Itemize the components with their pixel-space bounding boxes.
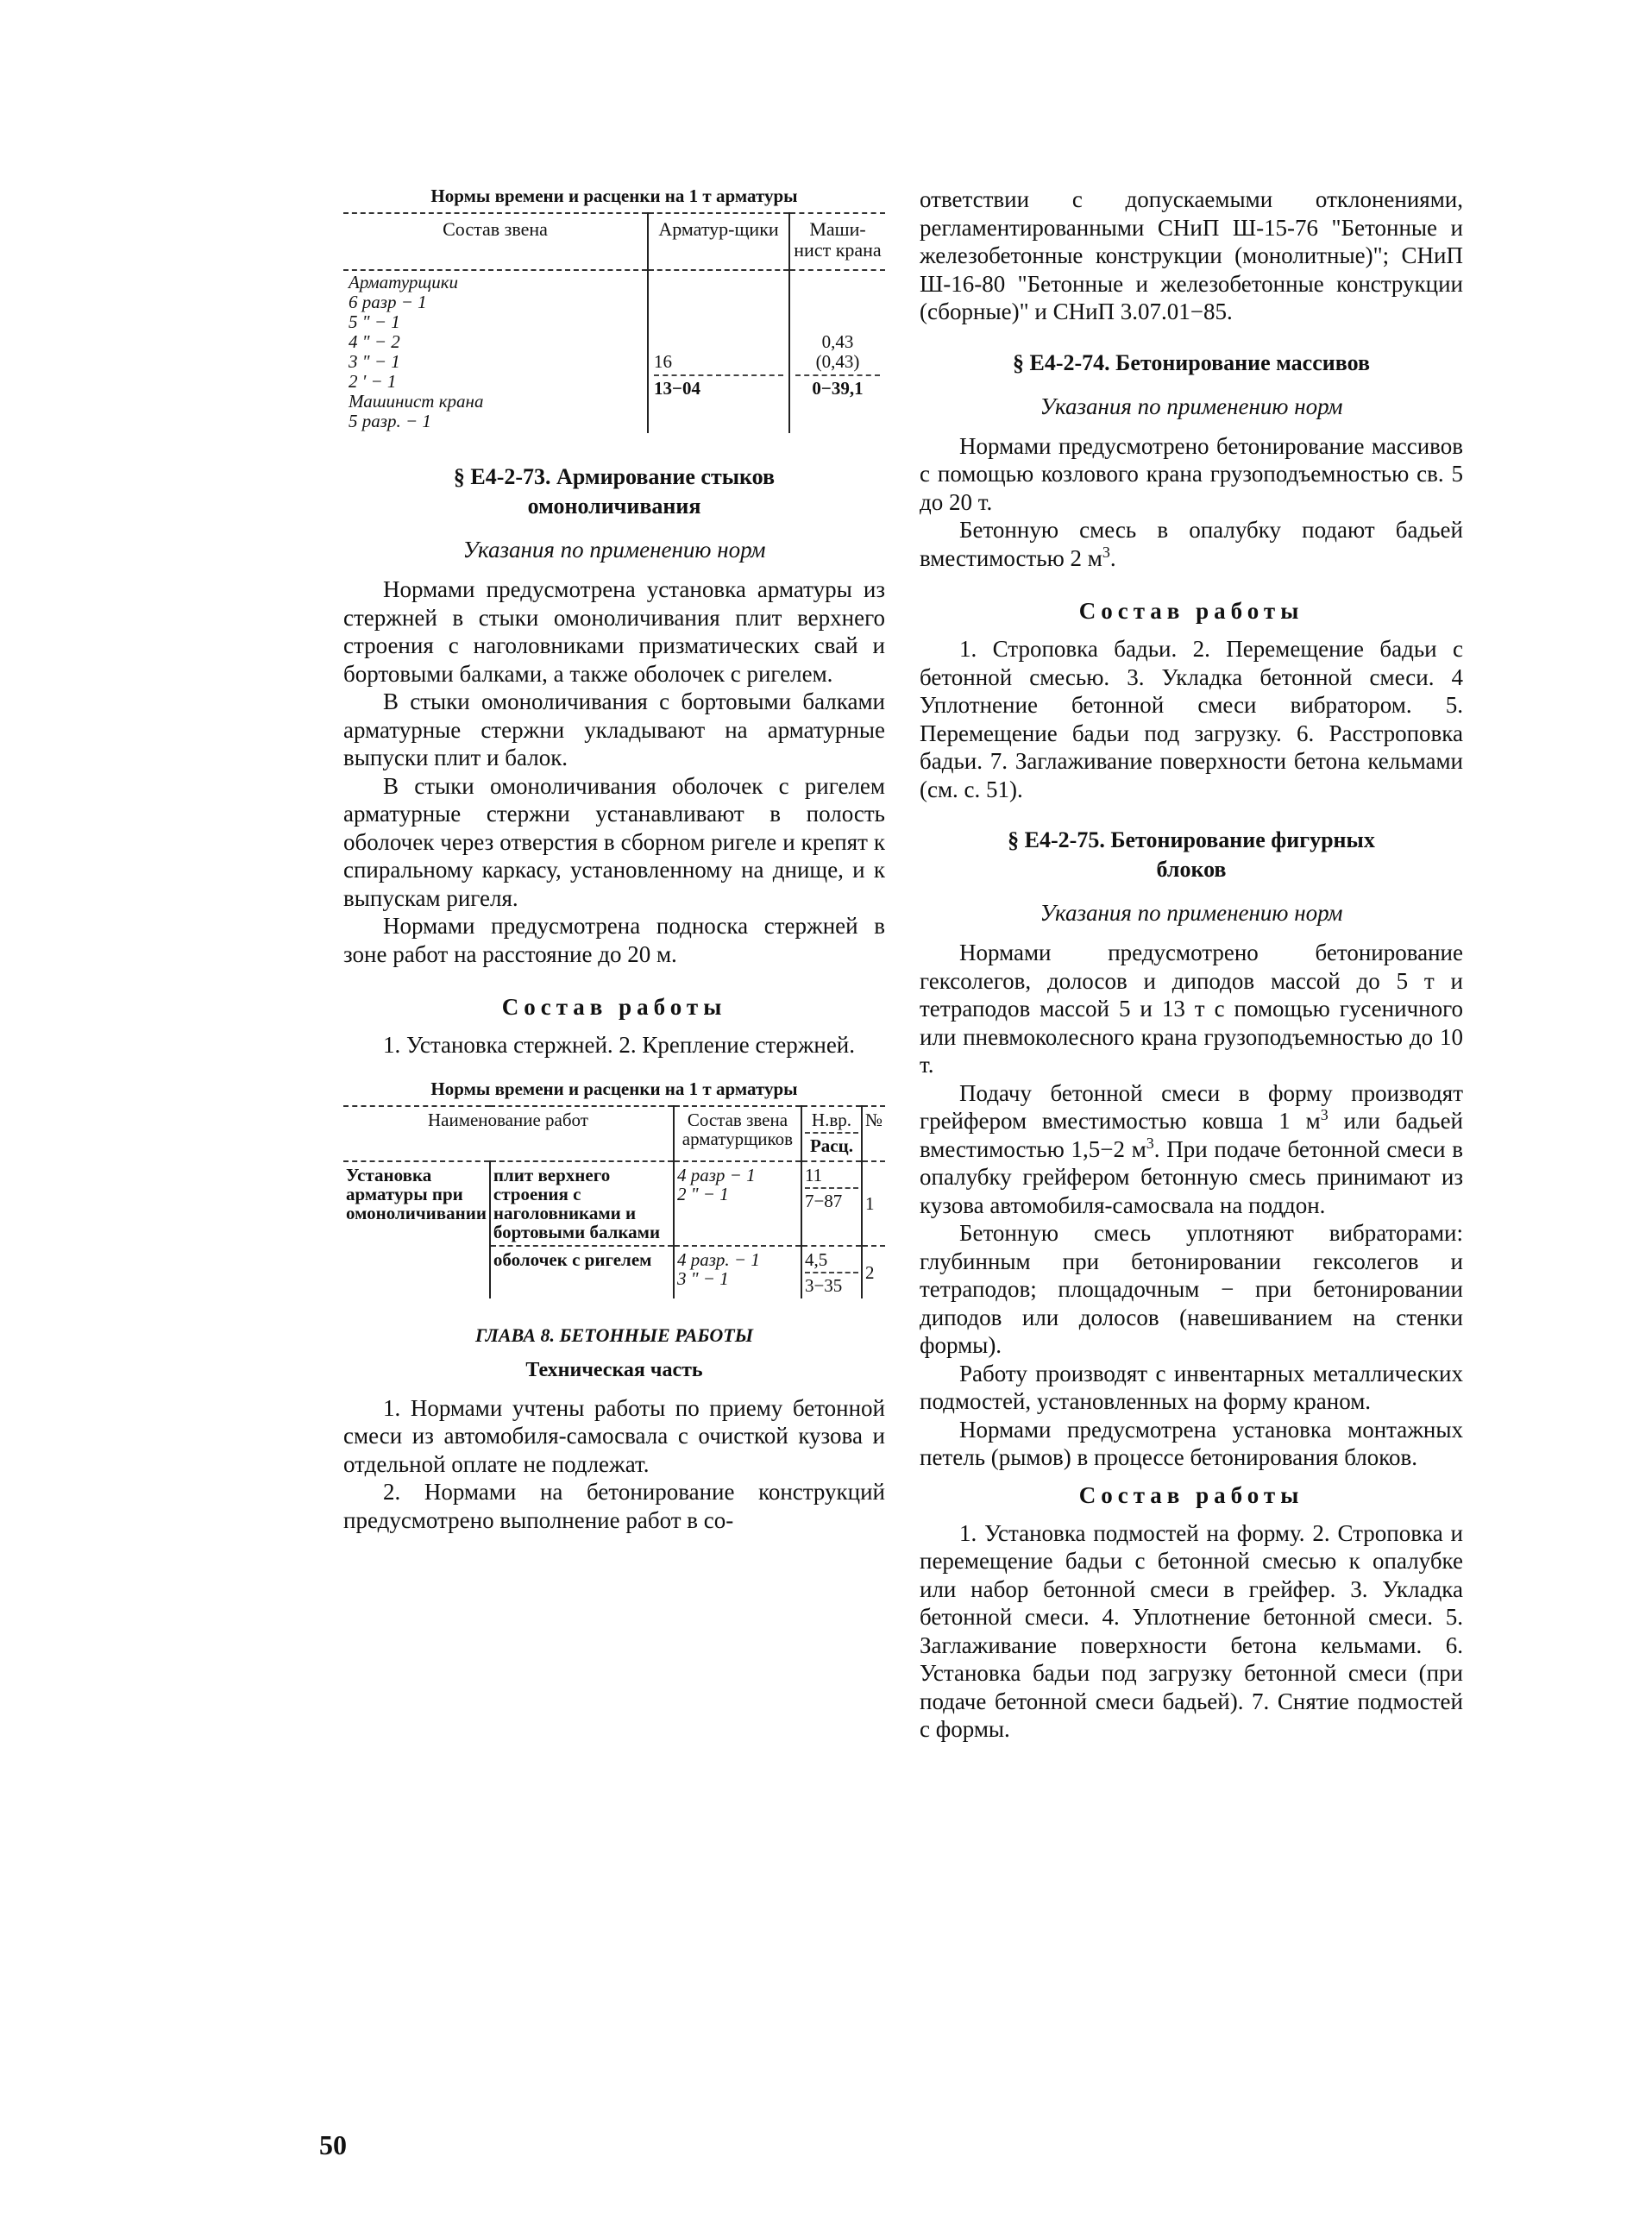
section-73-paragraph: В стыки омоноличивания оболочек с ригелем арматурные стержни устанавливают в полость оболочек через отверстия в сборном ригеле и крепят к спиральному каркасу, установленному на днище, и к выпускам ригеля.: [343, 772, 885, 911]
superscript: 3: [1146, 1134, 1154, 1152]
section-73-paragraph: В стыки омоноличивания с бортовыми балками арматурные стержни укладывают на арматурные выпуски плит и балок.: [343, 688, 885, 770]
section-74-p2-text: Бетонную смесь в опалубку подают бадьей вместимостью 2 м: [920, 517, 1463, 571]
t1-crew-line: 2 ' − 1: [349, 371, 397, 392]
section-74-title: § Е4-2-74. Бетонирование массивов: [1013, 349, 1370, 375]
t1-crew-line: 5 разр. − 1: [349, 411, 431, 431]
t2-row1-norm: 11: [804, 1164, 823, 1185]
technical-part-title: Техническая часть: [525, 1358, 703, 1381]
t1-crane-norm: 0,43: [821, 331, 854, 352]
section-75-p2b: или бадьей вместимостью 1,5−2 м: [920, 1108, 1464, 1162]
t2-row1-crew-line: 2 " − 1: [676, 1183, 729, 1204]
t2-row1-norm-rate: [801, 1161, 862, 1246]
section-74-paragraph: Нормами предусмотрено бетонирование массивов с помощью козлового крана грузоподъемностью св. 5 до 20 т.: [920, 432, 1463, 515]
section-74-work-title: Состав работы: [1078, 598, 1304, 624]
t2-row1-crew-line: 4 разр − 1: [676, 1164, 756, 1185]
section-73-paragraph: Нормами предусмотрена подноска стержней в зоне работ на расстояние до 20 м.: [343, 913, 885, 967]
section-74-work-list: 1. Строповка бадьи. 2. Перемещение бадьи с бетонной смесью. 3. Укладка бетонной смеси. 4 Уплотнение бетонной смеси вибратором. 5. Перемещение бадьи под загрузку. 6. Расстроповка бадьи. 7. Заглаживание поверхности бетона кельмами (см. с. 51).: [920, 636, 1463, 802]
section-75-paragraph-2: [920, 1079, 1463, 1220]
section-74-subtitle: Указания по применению норм: [1040, 393, 1343, 419]
t2-header-name: Наименование работ: [343, 1106, 674, 1161]
t1-crane-norm-2: (0,43): [815, 351, 860, 372]
t2-row2-norm-rate: [801, 1246, 862, 1298]
section-73-title-line2: омоноличивания: [527, 494, 701, 519]
t2-row2-work: оболочек с ригелем: [490, 1246, 674, 1298]
t2-row1-crew: [674, 1161, 801, 1246]
t2-row1-rate: 7−87: [804, 1190, 843, 1211]
section-73-title-line1: § Е4-2-73. Армирование стыков: [453, 464, 776, 489]
t1-header-fitters: Арматур-щики: [648, 213, 789, 270]
t2-header-no: №: [862, 1106, 885, 1161]
t1-crew-line: 4 " − 2: [349, 331, 400, 352]
t2-row2-rate: 3−35: [804, 1274, 843, 1296]
section-75-title-line2: блоков: [1156, 857, 1227, 882]
section-75-work-title: Состав работы: [1078, 1481, 1304, 1508]
technical-paragraph: 1. Нормами учтены работы по приему бетонной смеси из автомобиля-самосвала с очисткой кузова и отдельной оплате не подлежат.: [343, 1394, 885, 1477]
t2-row1-work: плит верхнего строения с наголовниками и бортовыми балками: [490, 1161, 674, 1246]
section-75-paragraph: Работу производят с инвентарных металлических подмостей, установленных на форму краном.: [920, 1360, 1463, 1414]
t1-fitters-norm: 16: [654, 351, 672, 372]
norms-table-1: [343, 212, 885, 433]
section-75-subtitle: Указания по применению норм: [1040, 900, 1343, 926]
t1-crane-cell: [789, 270, 885, 433]
t1-crew-line: 6 разр − 1: [349, 292, 427, 312]
table1-caption: Нормы времени и расценки на 1 т арматуры: [430, 185, 798, 206]
section-74-paragraph-2: [920, 516, 1463, 572]
section-73-work-list: 1. Установка стержней. 2. Крепление стержней.: [383, 1032, 856, 1058]
t1-fitters-cell: [648, 270, 789, 433]
left-column: [343, 185, 885, 1534]
t2-row2-norm: 4,5: [804, 1248, 828, 1270]
t2-header-crew: Состав звена арматурщиков: [674, 1106, 801, 1161]
t1-crew-line: 3 " − 1: [349, 351, 400, 372]
section-75-p2c: . При подаче бетонной смеси в опалубку грейфером бетонную смесь принимают из кузова автомобиля-самосвала на поддон.: [920, 1135, 1463, 1218]
t1-crew-line: Арматурщики: [349, 272, 459, 292]
t1-crane-rate: 0−39,1: [812, 378, 864, 399]
section-75-title-line1: § Е4-2-75. Бетонирование фигурных: [1008, 827, 1375, 852]
t1-header-crane: Маши-нист крана: [789, 213, 885, 270]
t1-fitters-rate: 13−04: [654, 378, 700, 399]
page-number: 50: [319, 2129, 347, 2160]
superscript: 3: [1320, 1106, 1329, 1123]
section-73-work-title: Состав работы: [501, 994, 727, 1020]
t1-header-crew: Состав звена: [343, 213, 648, 270]
section-75-title: [920, 826, 1463, 884]
period: .: [1109, 544, 1116, 571]
chapter-title: ГЛАВА 8. БЕТОННЫЕ РАБОТЫ: [474, 1323, 754, 1346]
section-73-title: [343, 462, 885, 521]
section-75-work-list: 1. Установка подмостей на форму. 2. Строповка и перемещение бадьи с бетонной смесью к опалубке или набор бетонной смеси в грейфер. 3. Укладка бетонной смеси. 4. Уплотнение бетонной смеси. 5. Заглаживание поверхности бетона кельмами. 6. Установка бадьи под загрузку бетонной смеси (при подаче бетонной смеси бадьей). 7. Снятие подмостей с формы.: [920, 1519, 1463, 1742]
section-75-paragraph: Бетонную смесь уплотняют вибраторами: глубинным при бетонировании гексолегов и тетраподов; площадочным − при бетонировании диподов или долосов (навешиванием на стенки формы).: [920, 1220, 1463, 1358]
t1-crew-line: Машинист крана: [349, 391, 484, 412]
t2-header-rate: Расц.: [809, 1135, 853, 1156]
technical-paragraph: 2. Нормами на бетонирование конструкций предусмотрено выполнение работ в со-: [343, 1479, 885, 1533]
right-column: [920, 185, 1463, 1744]
t1-crew-line: 5 " − 1: [349, 311, 400, 332]
t2-row2-no: 2: [862, 1246, 885, 1298]
section-75-p2a: Подачу бетонной смеси в форму производят грейфером вместимостью ковша 1 м: [920, 1079, 1463, 1134]
t1-crew-cell: [343, 270, 648, 433]
t2-row2-crew-line: 4 разр. − 1: [676, 1248, 760, 1270]
t2-row1-no: 1: [862, 1161, 885, 1246]
t2-group-cell: Установка арматуры при омоноличивании: [346, 1164, 487, 1223]
section-75-paragraph: Нормами предусмотрена установка монтажных петель (рымов) в процессе бетонирования блоков.: [920, 1416, 1463, 1470]
t2-row2-crew-line: 3 " − 1: [676, 1267, 729, 1289]
t2-header-norm: Н.вр.: [811, 1109, 851, 1130]
section-75-paragraph: Нормами предусмотрено бетонирование гексолегов, долосов и диподов массой до 5 т и тетраподов массой 5 и 13 т с помощью гусеничного или пневмоколесного крана грузоподъемностью до 10 т.: [920, 940, 1463, 1078]
section-73-subtitle: Указания по применению норм: [462, 537, 766, 563]
t2-header-norm-rate: [801, 1106, 862, 1161]
table2-caption: Нормы времени и расценки на 1 т арматуры: [430, 1078, 798, 1099]
superscript: 3: [1102, 543, 1110, 561]
norms-table-2: [343, 1105, 885, 1298]
section-73-paragraph: Нормами предусмотрена установка арматуры из стержней в стыки омоноличивания плит верхнего строения с наголовниками призматических свай и бортовыми балками, а также оболочек с ригелем.: [343, 576, 885, 687]
continued-paragraph: ответствии с допускаемыми отклонениями, регламентированными СНиП Ш-15-76 "Бетонные и железобетонные конструкции (монолитные)"; СНиП Ш-16-80 "Бетонные и железобетонные конструкции (сборные)" и СНиП 3.07.01−85.: [920, 186, 1463, 324]
t2-row2-crew: [674, 1246, 801, 1298]
